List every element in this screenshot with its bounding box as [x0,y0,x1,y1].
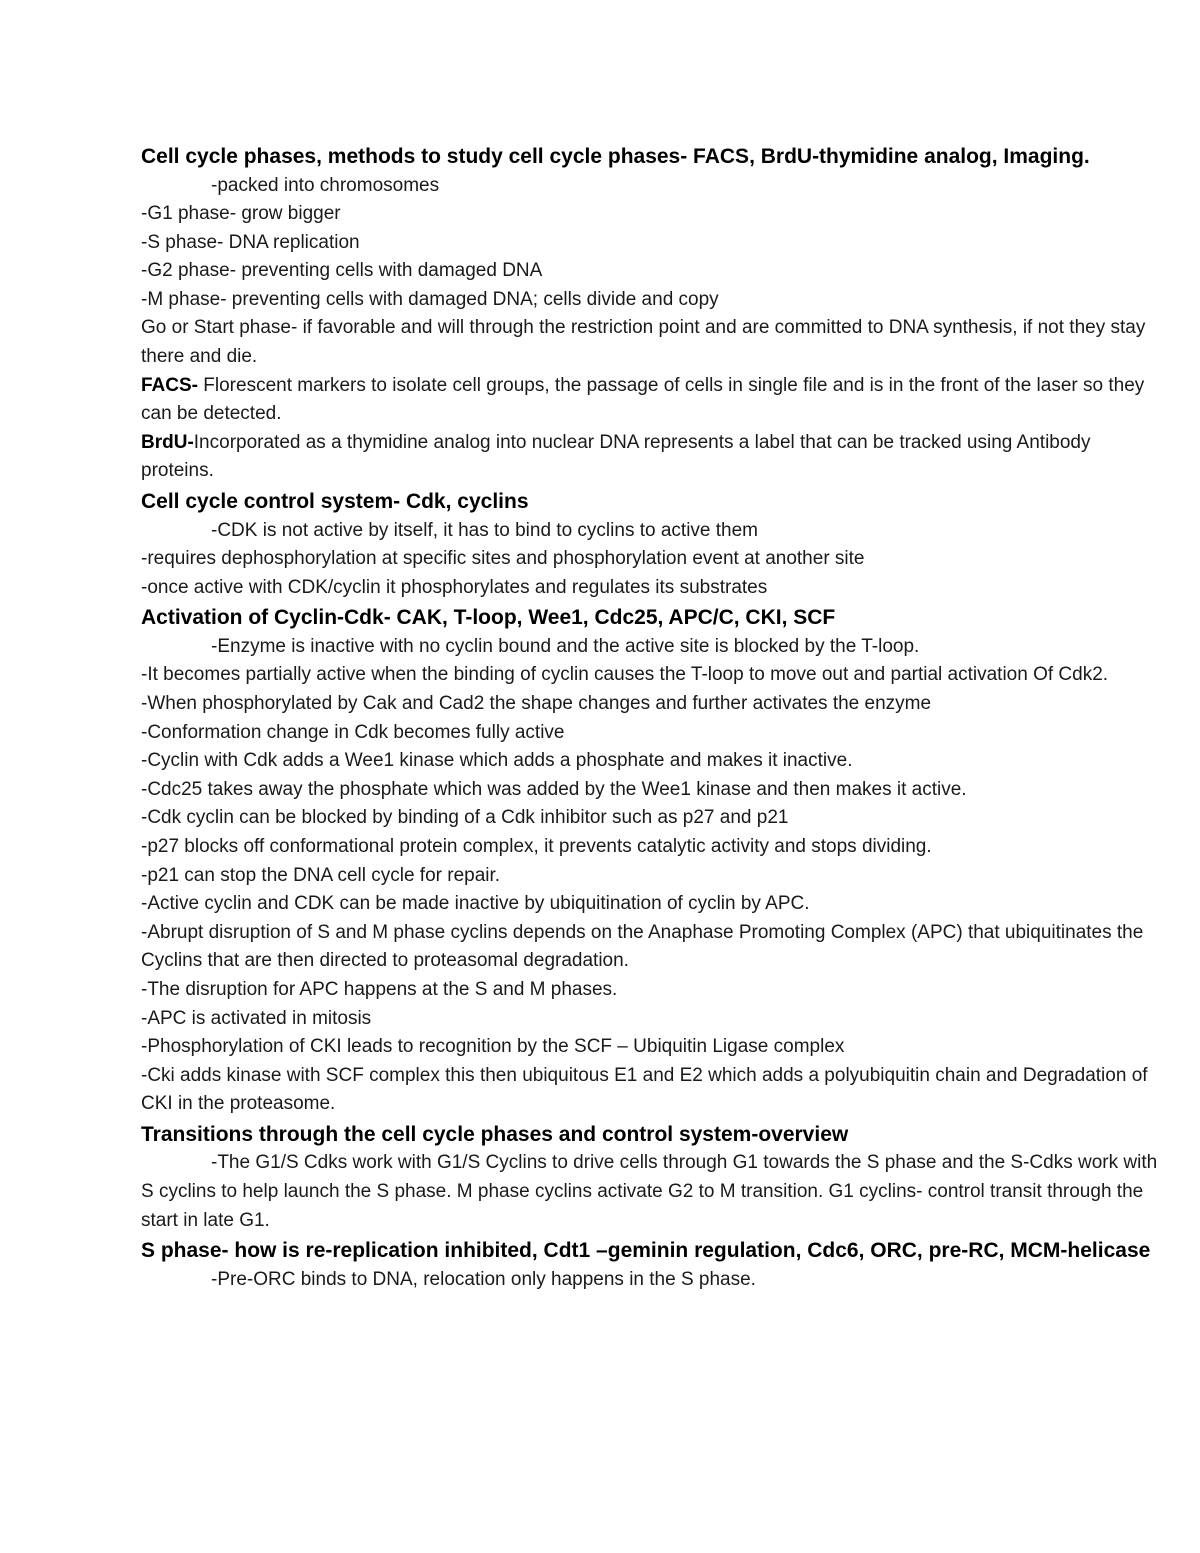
paragraph-line: -Cdc25 takes away the phosphate which was added by the Wee1 kinase and then makes it active. [141,778,967,800]
paragraph-line: -S phase- DNA replication [141,231,360,253]
term-label: BrdU- [141,431,194,453]
paragraph-line: -requires dephosphorylation at specific sites and phosphorylation event at another site [141,548,865,570]
section-heading: Transitions through the cell cycle phases and control system-overview [141,1122,849,1146]
paragraph-facs [141,372,1161,429]
paragraph-line: -Abrupt disruption of S and M phase cyclins depends on the Anaphase Promoting Complex (APC) that ubiquitinates the Cyclins that are then directed to proteasomal degradation. [141,921,1144,972]
paragraph-line: -G1 phase- grow bigger [141,203,341,225]
paragraph-line: -APC is activated in mitosis [141,1007,372,1029]
paragraph-line: -M phase- preventing cells with damaged DNA; cells divide and copy [141,288,719,310]
paragraph-line: -Pre-ORC binds to DNA, relocation only happens in the S phase. [211,1268,756,1290]
paragraph-line: Go or Start phase- if favorable and will through the restriction point and are committed to DNA synthesis, if not they stay there and die. [141,317,1146,368]
term-label: FACS- [141,374,198,396]
paragraph-line: -Cki adds kinase with SCF complex this then ubiquitous E1 and E2 which adds a polyubiquitin chain and Degradation of CKI in the proteasome. [141,1064,1148,1115]
paragraph-line [141,1149,1161,1235]
section-heading: Activation of Cyclin-Cdk- CAK, T-loop, Wee1, Cdc25, APC/C, CKI, SCF [141,606,836,630]
document-page [141,142,1161,1294]
paragraph-line: -Phosphorylation of CKI leads to recognition by the SCF – Ubiquitin Ligase complex [141,1036,845,1058]
paragraph-line: -The disruption for APC happens at the S and M phases. [141,978,618,1000]
paragraph-line: -Active cyclin and CDK can be made inactive by ubiquitination of cyclin by APC. [141,893,810,915]
paragraph-line: -It becomes partially active when the binding of cyclin causes the T-loop to move out and partial activation Of Cdk2. [141,664,1109,686]
term-definition: Florescent markers to isolate cell groups, the passage of cells in single file and is in the front of the laser so they can be detected. [141,374,1145,425]
paragraph-line: -CDK is not active by itself, it has to bind to cyclins to active them [211,519,759,541]
paragraph-line: -Enzyme is inactive with no cyclin bound and the active site is blocked by the T-loop. [211,635,920,657]
paragraph-line: -G2 phase- preventing cells with damaged DNA [141,260,543,282]
paragraph-line: -Cdk cyclin can be blocked by binding of a Cdk inhibitor such as p27 and p21 [141,807,789,829]
paragraph-line: -packed into chromosomes [211,174,440,196]
paragraph-line: -When phosphorylated by Cak and Cad2 the shape changes and further activates the enzyme [141,693,932,714]
section-heading: S phase- how is re-replication inhibited, Cdt1 –geminin regulation, Cdc6, ORC, pre-RC, MCM-helicase [141,1239,1151,1263]
paragraph-text: -The G1/S Cdks work with G1/S Cyclins to drive cells through G1 towards the S phase and the S-Cdks work with S cyclins to help launch the S phase. M phase cyclins activate G2 to M transition. G1 cyclins- control transit through the start in late G1. [141,1152,1158,1231]
paragraph-line: -Cyclin with Cdk adds a Wee1 kinase which adds a phosphate and makes it inactive. [141,750,853,772]
section-heading: Cell cycle control system- Cdk, cyclins [141,490,529,514]
paragraph-line: -Conformation change in Cdk becomes fully active [141,721,565,743]
paragraph-line: -p27 blocks off conformational protein complex, it prevents catalytic activity and stops dividing. [141,835,932,857]
paragraph-line: -once active with CDK/cyclin it phosphorylates and regulates its substrates [141,576,768,598]
section-heading: Cell cycle phases, methods to study cell cycle phases- FACS, BrdU-thymidine analog, Imaging. [141,145,1090,168]
term-definition: Incorporated as a thymidine analog into nuclear DNA represents a label that can be tracked using Antibody proteins. [141,431,1091,482]
paragraph-brdu [141,429,1161,486]
paragraph-line: -p21 can stop the DNA cell cycle for repair. [141,864,501,886]
